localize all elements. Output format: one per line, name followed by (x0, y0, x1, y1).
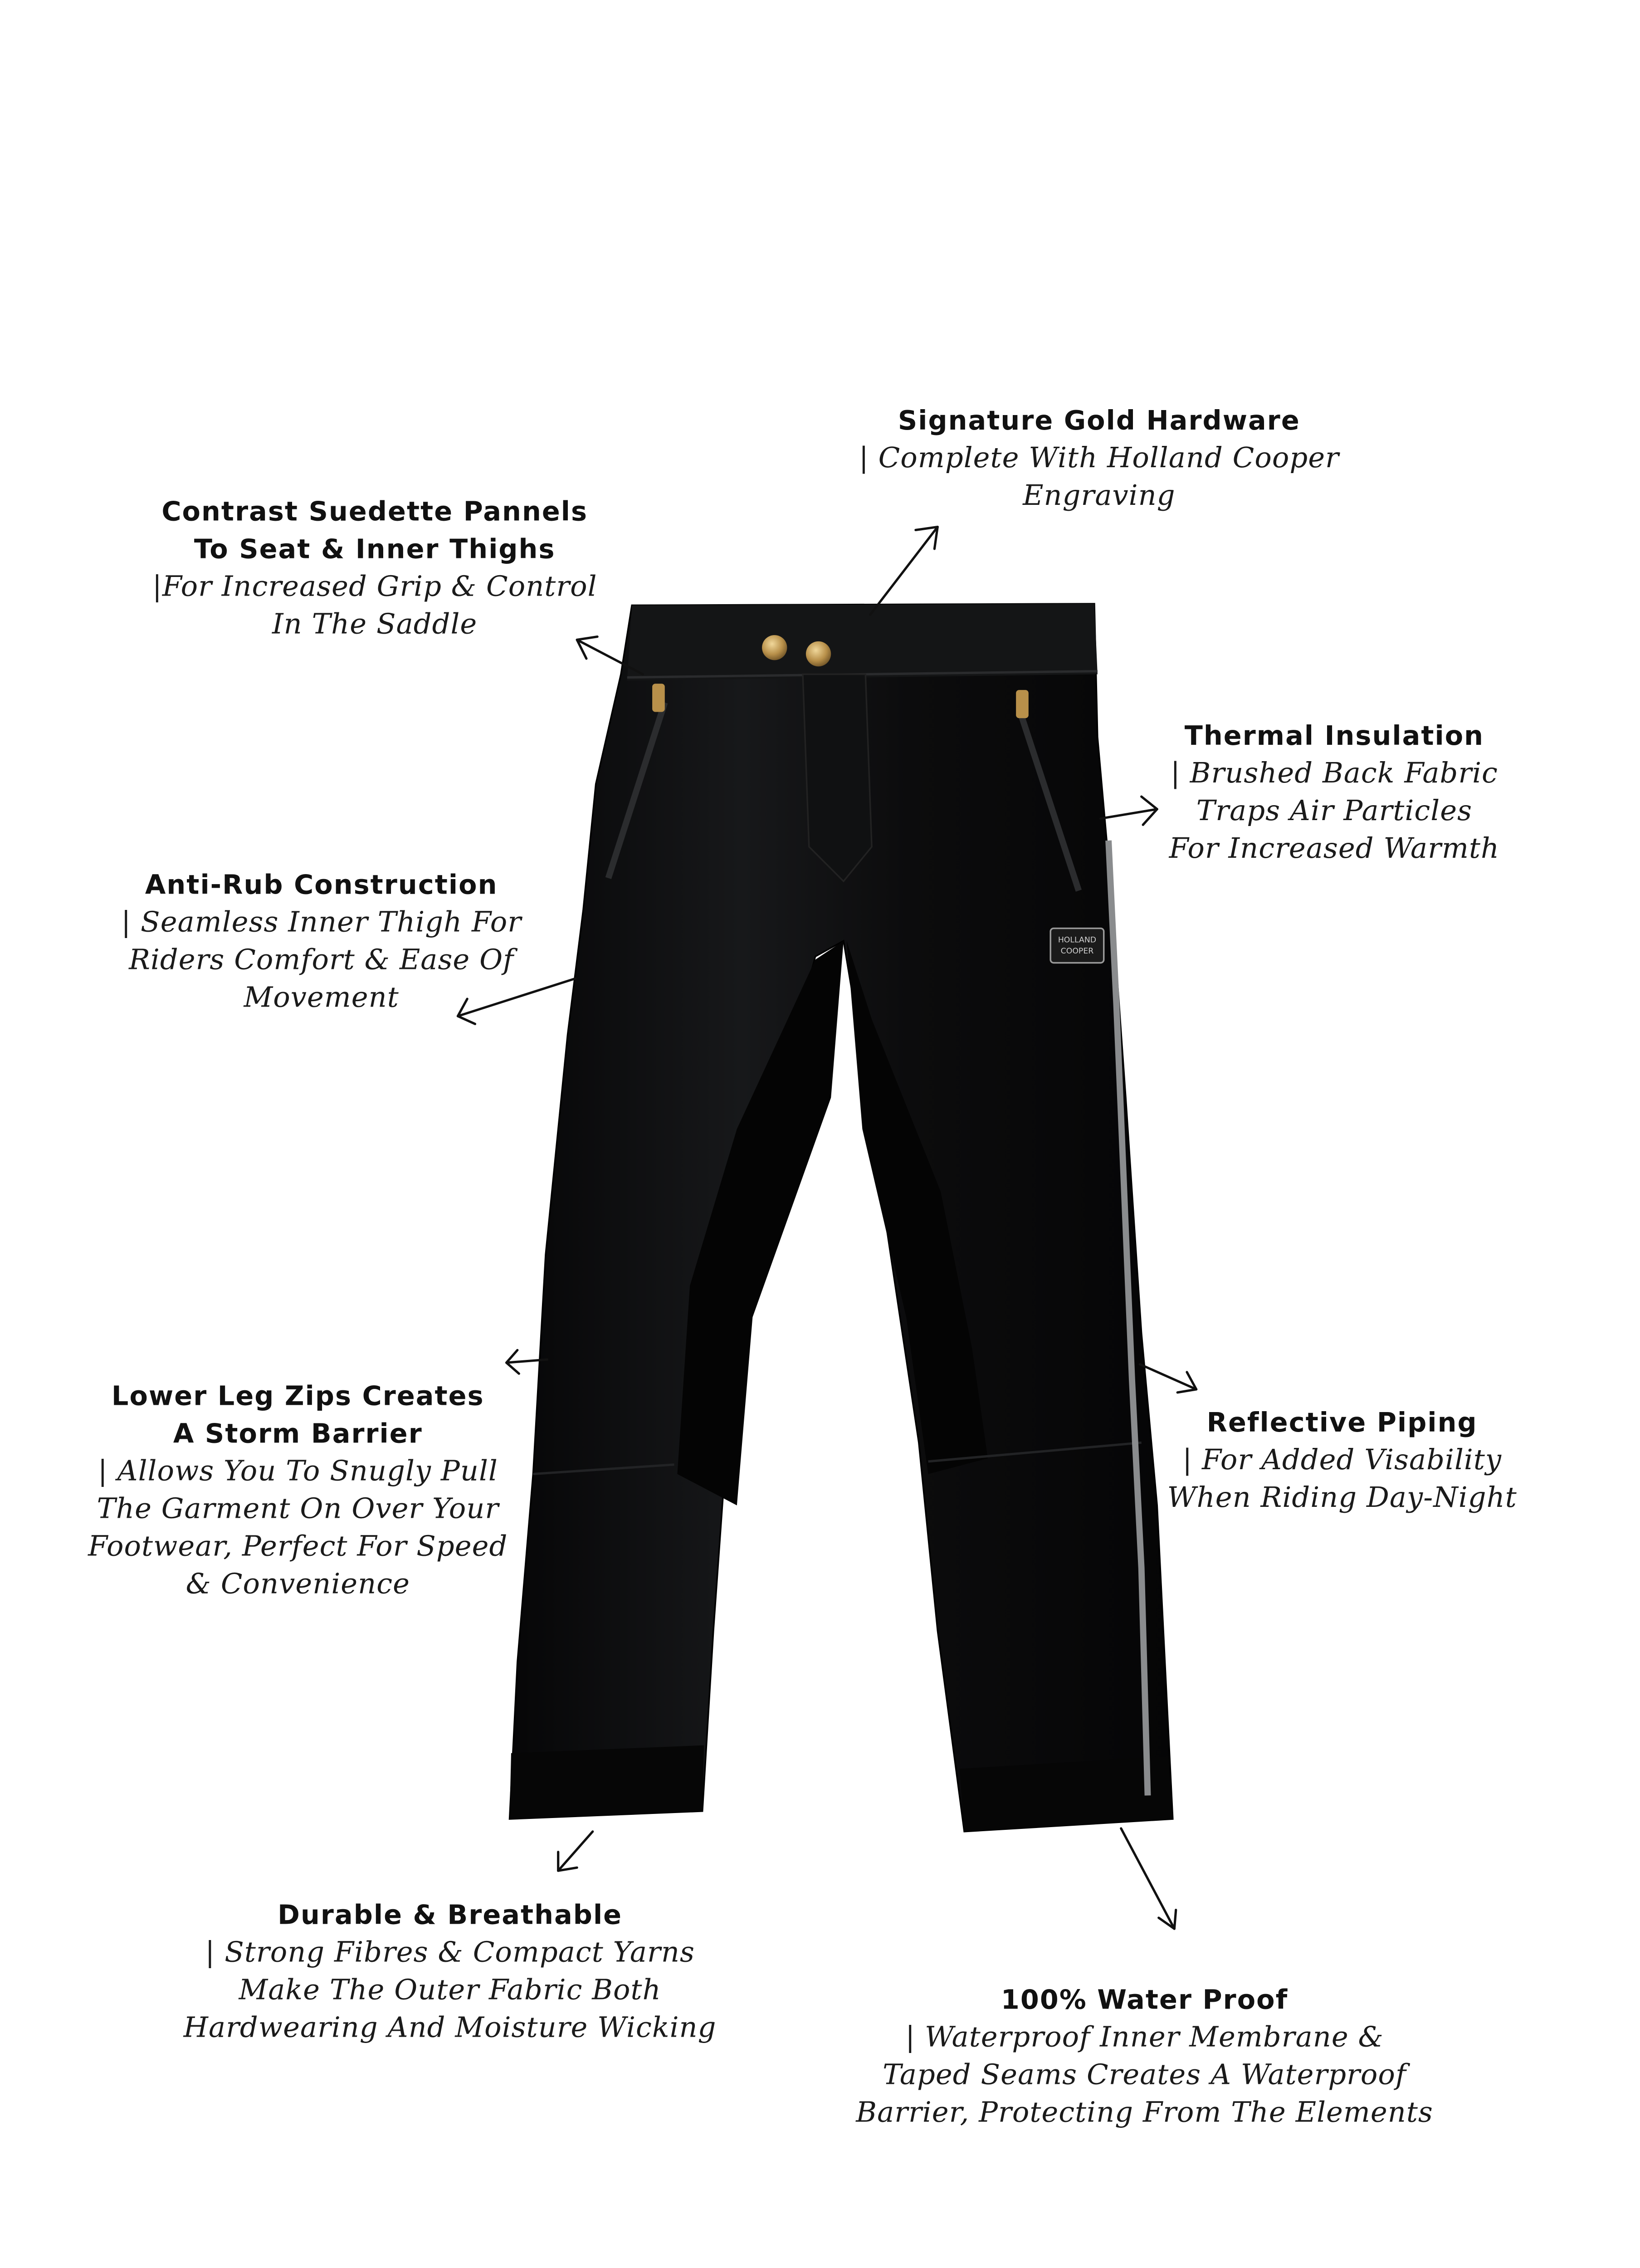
callout-antirub-desc-1: | Seamless Inner Thigh For (121, 906, 522, 939)
callout-waterproof-desc-2: Taped Seams Creates A Waterproof (883, 2059, 1407, 2092)
gold-button-1 (762, 635, 787, 660)
callout-zips (63, 1378, 533, 1604)
arrow-durable (558, 1832, 593, 1871)
callout-hardware-desc-2: Engraving (1023, 479, 1176, 513)
callout-zips-title-1: Lower Leg Zips Creates (111, 1381, 484, 1413)
callout-durable-desc-1: | Strong Fibres & Compact Yarns (205, 1936, 695, 1970)
callout-antirub-title: Anti-Rub Construction (145, 870, 498, 902)
callout-hardware-desc-1: | Complete With Holland Cooper (859, 442, 1339, 475)
cuff-right (960, 1756, 1173, 1832)
callout-durable (166, 1897, 733, 2048)
callout-zips-desc-2: The Garment On Over Your (97, 1493, 499, 1526)
gold-button-2 (806, 641, 831, 666)
callout-suedette-title-2: To Seat & Inner Thighs (194, 534, 556, 566)
callout-waterproof-desc-1: | Waterproof Inner Membrane & (905, 2021, 1384, 2054)
callout-antirub-desc-3: Movement (244, 982, 399, 1015)
callout-thermal-title: Thermal Insulation (1184, 721, 1484, 753)
fly-placket (803, 675, 872, 881)
callout-suedette-desc-2: In The Saddle (272, 608, 478, 641)
callout-durable-title: Durable & Breathable (278, 1900, 623, 1932)
callout-suedette (135, 494, 615, 645)
callout-hardware (856, 403, 1342, 516)
callout-zips-desc-3: Footwear, Perfect For Speed (88, 1530, 508, 1564)
callout-antirub-desc-2: Riders Comfort & Ease Of (129, 944, 514, 977)
brand-badge-line-2: COOPER (1060, 946, 1094, 956)
callout-suedette-title-1: Contrast Suedette Pannels (161, 497, 588, 529)
callout-antirub (110, 867, 533, 1018)
arrow-thermal (1101, 797, 1157, 825)
zip-puller-left (652, 684, 665, 712)
brand-badge (1050, 929, 1104, 963)
callout-durable-desc-2: Make The Outer Fabric Both (239, 1974, 661, 2007)
brand-badge-line-1: HOLLAND (1058, 935, 1097, 945)
callout-reflective-title: Reflective Piping (1206, 1408, 1478, 1440)
callout-thermal-desc-2: Traps Air Particles (1196, 795, 1473, 828)
zip-puller-right (1016, 690, 1029, 718)
callout-zips-desc-4: & Convenience (185, 1568, 410, 1601)
callout-zips-title-2: A Storm Barrier (173, 1419, 423, 1451)
callout-durable-desc-3: Hardwearing And Moisture Wicking (183, 2012, 717, 2045)
arrow-waterproof (1121, 1828, 1176, 1929)
callout-reflective-desc-2: When Riding Day-Night (1167, 1481, 1517, 1515)
cuff-left (510, 1745, 704, 1819)
callout-reflective-desc-1: | For Added Visability (1182, 1444, 1502, 1477)
callout-zips-desc-1: | Allows You To Snugly Pull (98, 1455, 498, 1488)
waistband (627, 604, 1098, 680)
arrow-reflective (1140, 1364, 1196, 1393)
callout-waterproof-title: 100% Water Proof (1001, 1985, 1289, 2017)
arrow-hardware (870, 527, 938, 615)
callout-thermal-desc-3: For Increased Warmth (1169, 832, 1500, 866)
callout-waterproof (831, 1982, 1458, 2133)
callout-hardware-title: Signature Gold Hardware (898, 406, 1300, 438)
callout-waterproof-desc-3: Barrier, Protecting From The Elements (856, 2097, 1433, 2130)
callout-reflective (1154, 1405, 1530, 1518)
callout-suedette-desc-1: |For Increased Grip & Control (152, 571, 597, 604)
callout-thermal (1160, 718, 1508, 869)
callout-thermal-desc-1: | Brushed Back Fabric (1170, 757, 1498, 791)
